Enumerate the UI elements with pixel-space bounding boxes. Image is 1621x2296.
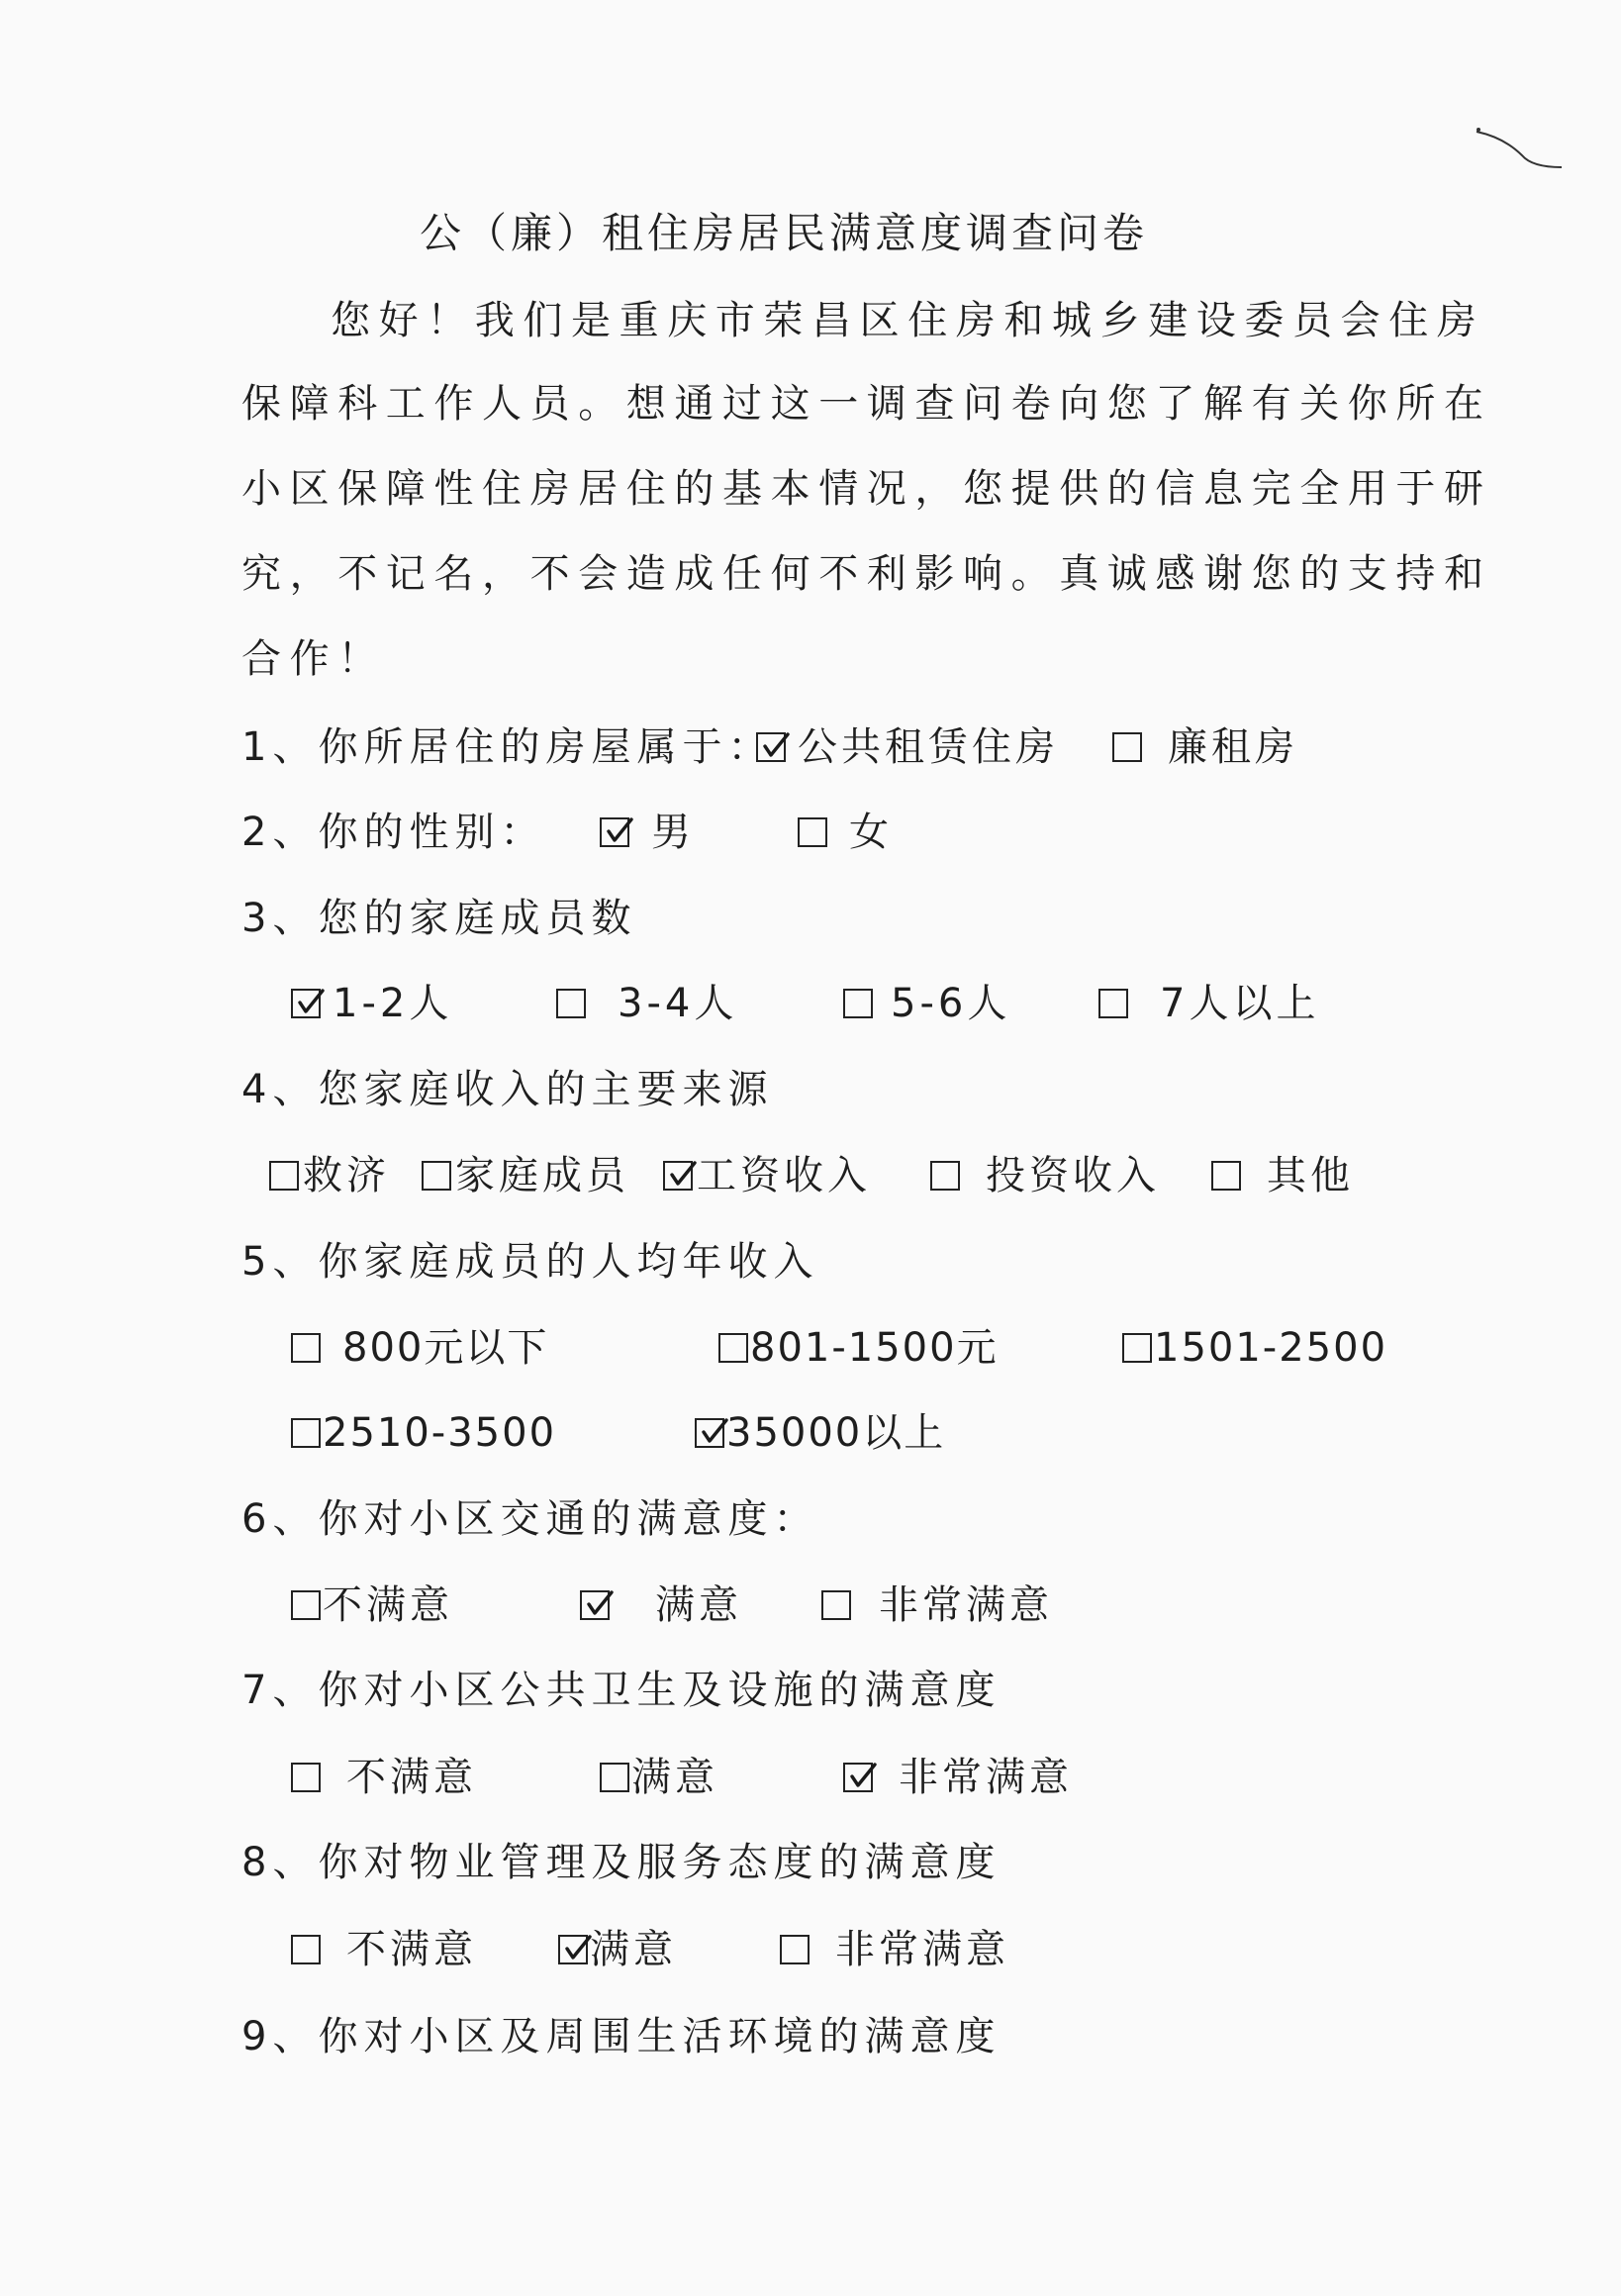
q6-option-satisfied[interactable] (580, 1581, 742, 1629)
intro-line-1: 您好！我们是重庆市荣昌区住房和城乡建设委员会住房 (331, 298, 1485, 343)
q7-option-very-satisfied[interactable] (843, 1754, 1073, 1801)
q5-option-801-1500[interactable] (718, 1324, 999, 1372)
q5-option-1501-2500[interactable] (1122, 1324, 1387, 1372)
question-2: 2、你的性别： (241, 810, 546, 855)
q8-option-very-satisfied[interactable] (780, 1926, 1009, 1973)
question-9: 9、你对小区及周围生活环境的满意度 (241, 2014, 1001, 2059)
option-label: 满意 (655, 1582, 742, 1628)
q7-option-satisfied[interactable] (600, 1754, 718, 1801)
q2-option-male[interactable] (600, 809, 695, 856)
option-label: 女 (849, 810, 893, 855)
check-mark-icon (291, 985, 327, 1020)
option-label: 7人以上 (1160, 981, 1320, 1026)
checkbox[interactable] (798, 817, 827, 847)
checkbox-checked[interactable] (291, 989, 321, 1018)
check-mark-icon (663, 1157, 699, 1193)
option-label: 廉租房 (1168, 724, 1298, 770)
option-label: 不满意 (346, 1927, 477, 1972)
option-label: 公共租赁住房 (798, 724, 1059, 770)
check-mark-icon (695, 1414, 730, 1450)
question-1: 1、你所居住的房屋属于： (241, 724, 774, 770)
q6-option-very-satisfied[interactable] (821, 1581, 1053, 1629)
option-label: 3-4人 (618, 981, 738, 1026)
checkbox-checked[interactable] (580, 1590, 610, 1620)
option-label: 800元以下 (342, 1325, 549, 1371)
page-title: 公（廉）租住房居民满意度调查问卷 (420, 209, 1149, 257)
checkbox[interactable] (269, 1161, 299, 1191)
option-label: 2510-3500 (323, 1410, 557, 1456)
option-label: 非常满意 (879, 1582, 1053, 1628)
checkbox[interactable] (291, 1418, 321, 1448)
checkbox[interactable] (1122, 1333, 1152, 1363)
question-4: 4、您家庭收入的主要来源 (241, 1067, 774, 1112)
checkbox[interactable] (291, 1763, 321, 1792)
q6-option-unsatisfied[interactable] (291, 1581, 453, 1629)
question-6: 6、你对小区交通的满意度： (241, 1496, 819, 1542)
option-label: 救济 (303, 1153, 390, 1198)
q5-option-35000-plus[interactable] (695, 1409, 945, 1457)
checkbox[interactable] (1211, 1161, 1241, 1191)
checkbox[interactable] (930, 1161, 960, 1191)
q2-option-female[interactable] (798, 809, 893, 856)
checkbox[interactable] (291, 1935, 321, 1964)
checkbox-checked[interactable] (756, 732, 786, 762)
q1-option-public-rental[interactable] (756, 723, 1059, 771)
q8-option-satisfied[interactable] (558, 1926, 677, 1973)
check-mark-icon (756, 728, 792, 764)
option-label: 35000以上 (726, 1410, 946, 1456)
option-label: 其他 (1267, 1153, 1354, 1198)
option-label: 家庭成员 (455, 1153, 629, 1198)
option-label: 1-2人 (333, 981, 453, 1026)
checkbox-checked[interactable] (695, 1418, 724, 1448)
intro-line-2: 保障科工作人员。想通过这一调查问卷向您了解有关你所在 (241, 381, 1492, 427)
checkbox[interactable] (291, 1590, 321, 1620)
q3-option-5-6[interactable] (843, 980, 1010, 1027)
option-label: 男 (651, 810, 695, 855)
option-label: 非常满意 (835, 1927, 1009, 1972)
checkbox[interactable] (1112, 732, 1142, 762)
q3-option-3-4[interactable] (556, 980, 737, 1027)
q4-option-salary[interactable] (663, 1152, 871, 1199)
checkbox-checked[interactable] (600, 817, 629, 847)
option-label: 工资收入 (697, 1153, 871, 1198)
checkbox[interactable] (821, 1590, 851, 1620)
question-3: 3、您的家庭成员数 (241, 896, 637, 941)
checkbox[interactable] (780, 1935, 810, 1964)
q3-option-7-plus[interactable] (1098, 980, 1319, 1027)
q1-option-low-rent[interactable] (1112, 723, 1298, 771)
checkbox[interactable] (422, 1161, 451, 1191)
check-mark-icon (843, 1759, 879, 1794)
checkbox[interactable] (291, 1333, 321, 1363)
check-mark-icon (558, 1931, 594, 1966)
checkbox[interactable] (718, 1333, 748, 1363)
checkbox[interactable] (600, 1763, 629, 1792)
checkbox[interactable] (1098, 989, 1128, 1018)
checkbox[interactable] (843, 989, 873, 1018)
q5-option-under-800[interactable] (291, 1324, 548, 1372)
q4-option-other[interactable] (1211, 1152, 1354, 1199)
option-label: 投资收入 (986, 1153, 1160, 1198)
q4-option-investment[interactable] (930, 1152, 1160, 1199)
option-label: 5-6人 (891, 981, 1011, 1026)
intro-line-4: 究，不记名，不会造成任何不利影响。真诚感谢您的支持和 (241, 551, 1492, 597)
pen-stroke-mark (1475, 124, 1564, 183)
option-label: 1501-2500 (1154, 1325, 1388, 1371)
intro-line-3: 小区保障性住房居住的基本情况，您提供的信息完全用于研 (241, 466, 1492, 512)
q4-option-relief[interactable] (269, 1152, 390, 1199)
q7-option-unsatisfied[interactable] (291, 1754, 477, 1801)
q8-option-unsatisfied[interactable] (291, 1926, 477, 1973)
option-label: 满意 (590, 1927, 677, 1972)
q3-option-1-2[interactable] (291, 980, 452, 1027)
question-8: 8、你对物业管理及服务态度的满意度 (241, 1840, 1001, 1885)
q5-option-2510-3500[interactable] (291, 1409, 556, 1457)
option-label: 不满意 (323, 1582, 453, 1628)
option-label: 801-1500元 (750, 1325, 999, 1371)
check-mark-icon (600, 813, 635, 849)
question-7: 7、你对小区公共卫生及设施的满意度 (241, 1668, 1001, 1713)
question-5: 5、你家庭成员的人均年收入 (241, 1239, 819, 1285)
checkbox-checked[interactable] (843, 1763, 873, 1792)
check-mark-icon (580, 1586, 616, 1622)
checkbox-checked[interactable] (663, 1161, 693, 1191)
option-label: 满意 (631, 1755, 718, 1800)
option-label: 不满意 (346, 1755, 477, 1800)
option-label: 非常满意 (899, 1755, 1073, 1800)
intro-line-5: 合作！ (241, 636, 386, 682)
q4-option-family[interactable] (422, 1152, 629, 1199)
checkbox[interactable] (556, 989, 586, 1018)
checkbox-checked[interactable] (558, 1935, 588, 1964)
